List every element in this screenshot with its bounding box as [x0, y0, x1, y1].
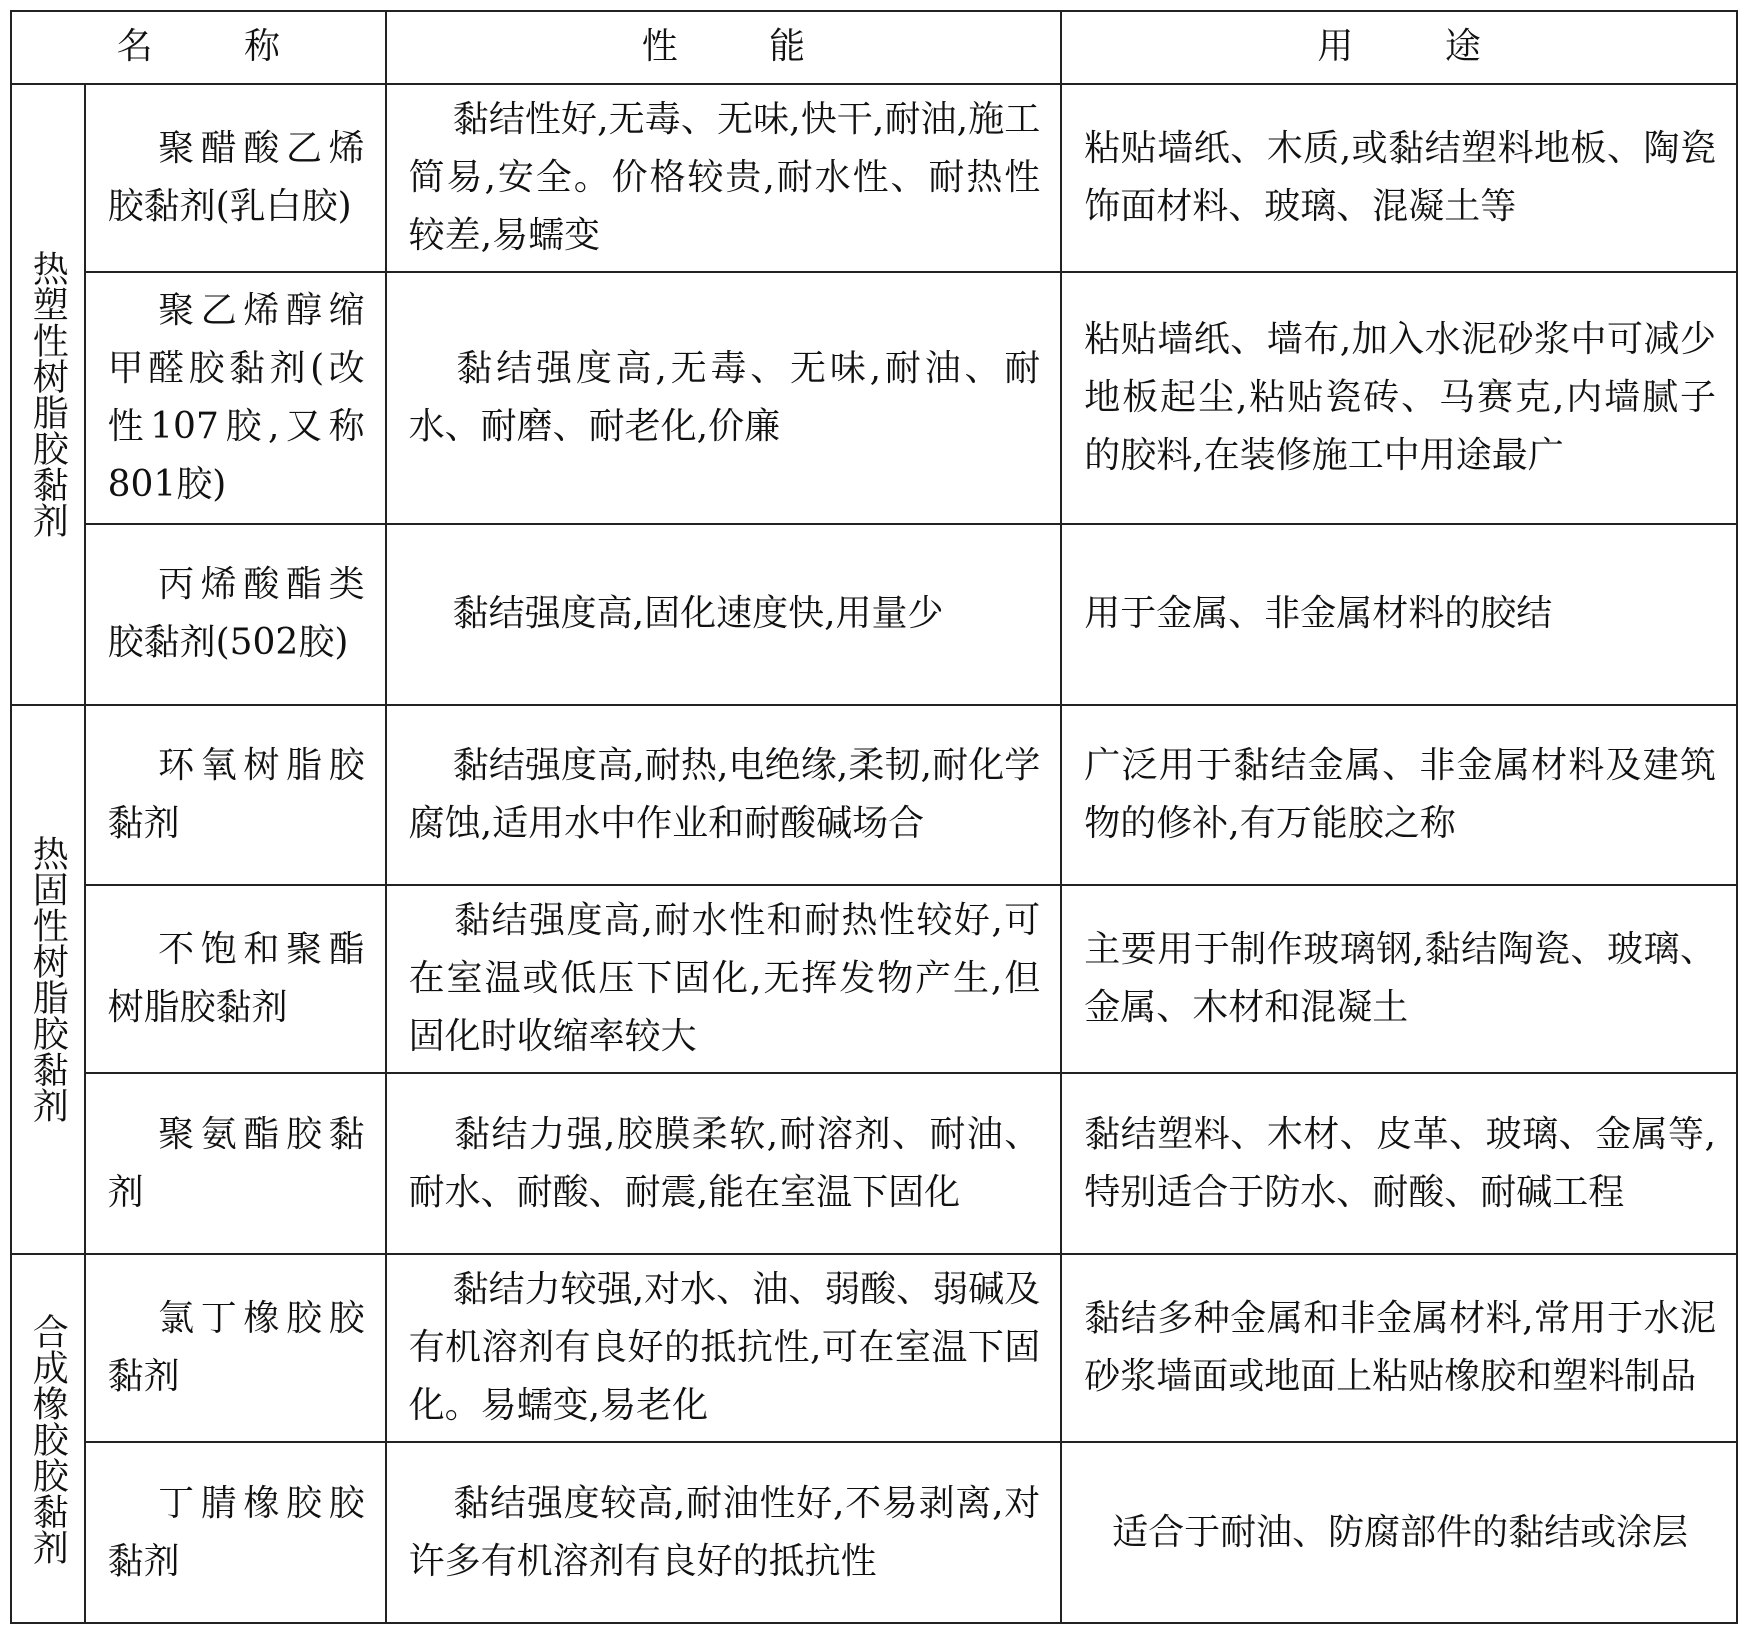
adhesive-name: 丁腈橡胶胶黏剂 — [85, 1442, 386, 1623]
adhesive-name: 环氧树脂胶黏剂 — [85, 705, 386, 886]
adhesive-performance: 黏结强度高,固化速度快,用量少 — [386, 524, 1062, 705]
group-label: 合成橡胶胶黏剂 — [11, 1254, 85, 1623]
adhesive-performance: 黏结强度高,耐热,电绝缘,柔韧,耐化学腐蚀,适用水中作业和耐酸碱场合 — [386, 705, 1062, 886]
adhesive-use: 粘贴墙纸、墙布,加入水泥砂浆中可减少地板起尘,粘贴瓷砖、马赛克,内墙腻子的胶料,在装修施工中用途最广 — [1061, 272, 1737, 524]
table-row — [11, 1073, 1737, 1254]
header-performance: 性 能 — [386, 11, 1062, 84]
header-use: 用 途 — [1061, 11, 1737, 84]
header-row — [11, 11, 1737, 84]
group-label: 热固性树脂胶黏剂 — [11, 705, 85, 1254]
group-label: 热塑性树脂胶黏剂 — [11, 84, 85, 705]
table-row — [11, 272, 1737, 524]
adhesive-use: 适合于耐油、防腐部件的黏结或涂层 — [1061, 1442, 1737, 1623]
adhesive-performance: 黏结性好,无毒、无味,快干,耐油,施工简易,安全。价格较贵,耐水性、耐热性较差,易蠕变 — [386, 84, 1062, 272]
adhesive-performance: 黏结强度高,无毒、无味,耐油、耐水、耐磨、耐老化,价廉 — [386, 272, 1062, 524]
adhesive-name: 丙烯酸酯类胶黏剂(502胶) — [85, 524, 386, 705]
table-row — [11, 524, 1737, 705]
adhesive-performance: 黏结强度高,耐水性和耐热性较好,可在室温或低压下固化,无挥发物产生,但固化时收缩率较大 — [386, 885, 1062, 1073]
table-row — [11, 705, 1737, 886]
adhesive-use: 用于金属、非金属材料的胶结 — [1061, 524, 1737, 705]
adhesive-performance: 黏结力强,胶膜柔软,耐溶剂、耐油、耐水、耐酸、耐震,能在室温下固化 — [386, 1073, 1062, 1254]
adhesive-performance: 黏结强度较高,耐油性好,不易剥离,对许多有机溶剂有良好的抵抗性 — [386, 1442, 1062, 1623]
adhesive-performance: 黏结力较强,对水、油、弱酸、弱碱及有机溶剂有良好的抵抗性,可在室温下固化。易蠕变,易老化 — [386, 1254, 1062, 1442]
table-row — [11, 885, 1737, 1073]
adhesive-name: 氯丁橡胶胶黏剂 — [85, 1254, 386, 1442]
adhesive-use: 黏结塑料、木材、皮革、玻璃、金属等,特别适合于防水、耐酸、耐碱工程 — [1061, 1073, 1737, 1254]
table-row — [11, 84, 1737, 272]
table-row — [11, 1442, 1737, 1623]
adhesive-table — [10, 10, 1738, 1624]
adhesive-use: 黏结多种金属和非金属材料,常用于水泥砂浆墙面或地面上粘贴橡胶和塑料制品 — [1061, 1254, 1737, 1442]
table-row — [11, 1254, 1737, 1442]
adhesive-name: 不饱和聚酯树脂胶黏剂 — [85, 885, 386, 1073]
adhesive-name: 聚乙烯醇缩甲醛胶黏剂(改性107胶,又称801胶) — [85, 272, 386, 524]
header-name: 名 称 — [11, 11, 386, 84]
adhesive-use: 广泛用于黏结金属、非金属材料及建筑物的修补,有万能胶之称 — [1061, 705, 1737, 886]
adhesive-use: 主要用于制作玻璃钢,黏结陶瓷、玻璃、金属、木材和混凝土 — [1061, 885, 1737, 1073]
adhesive-use: 粘贴墙纸、木质,或黏结塑料地板、陶瓷饰面材料、玻璃、混凝土等 — [1061, 84, 1737, 272]
adhesive-name: 聚氨酯胶黏剂 — [85, 1073, 386, 1254]
adhesive-name: 聚醋酸乙烯胶黏剂(乳白胶) — [85, 84, 386, 272]
